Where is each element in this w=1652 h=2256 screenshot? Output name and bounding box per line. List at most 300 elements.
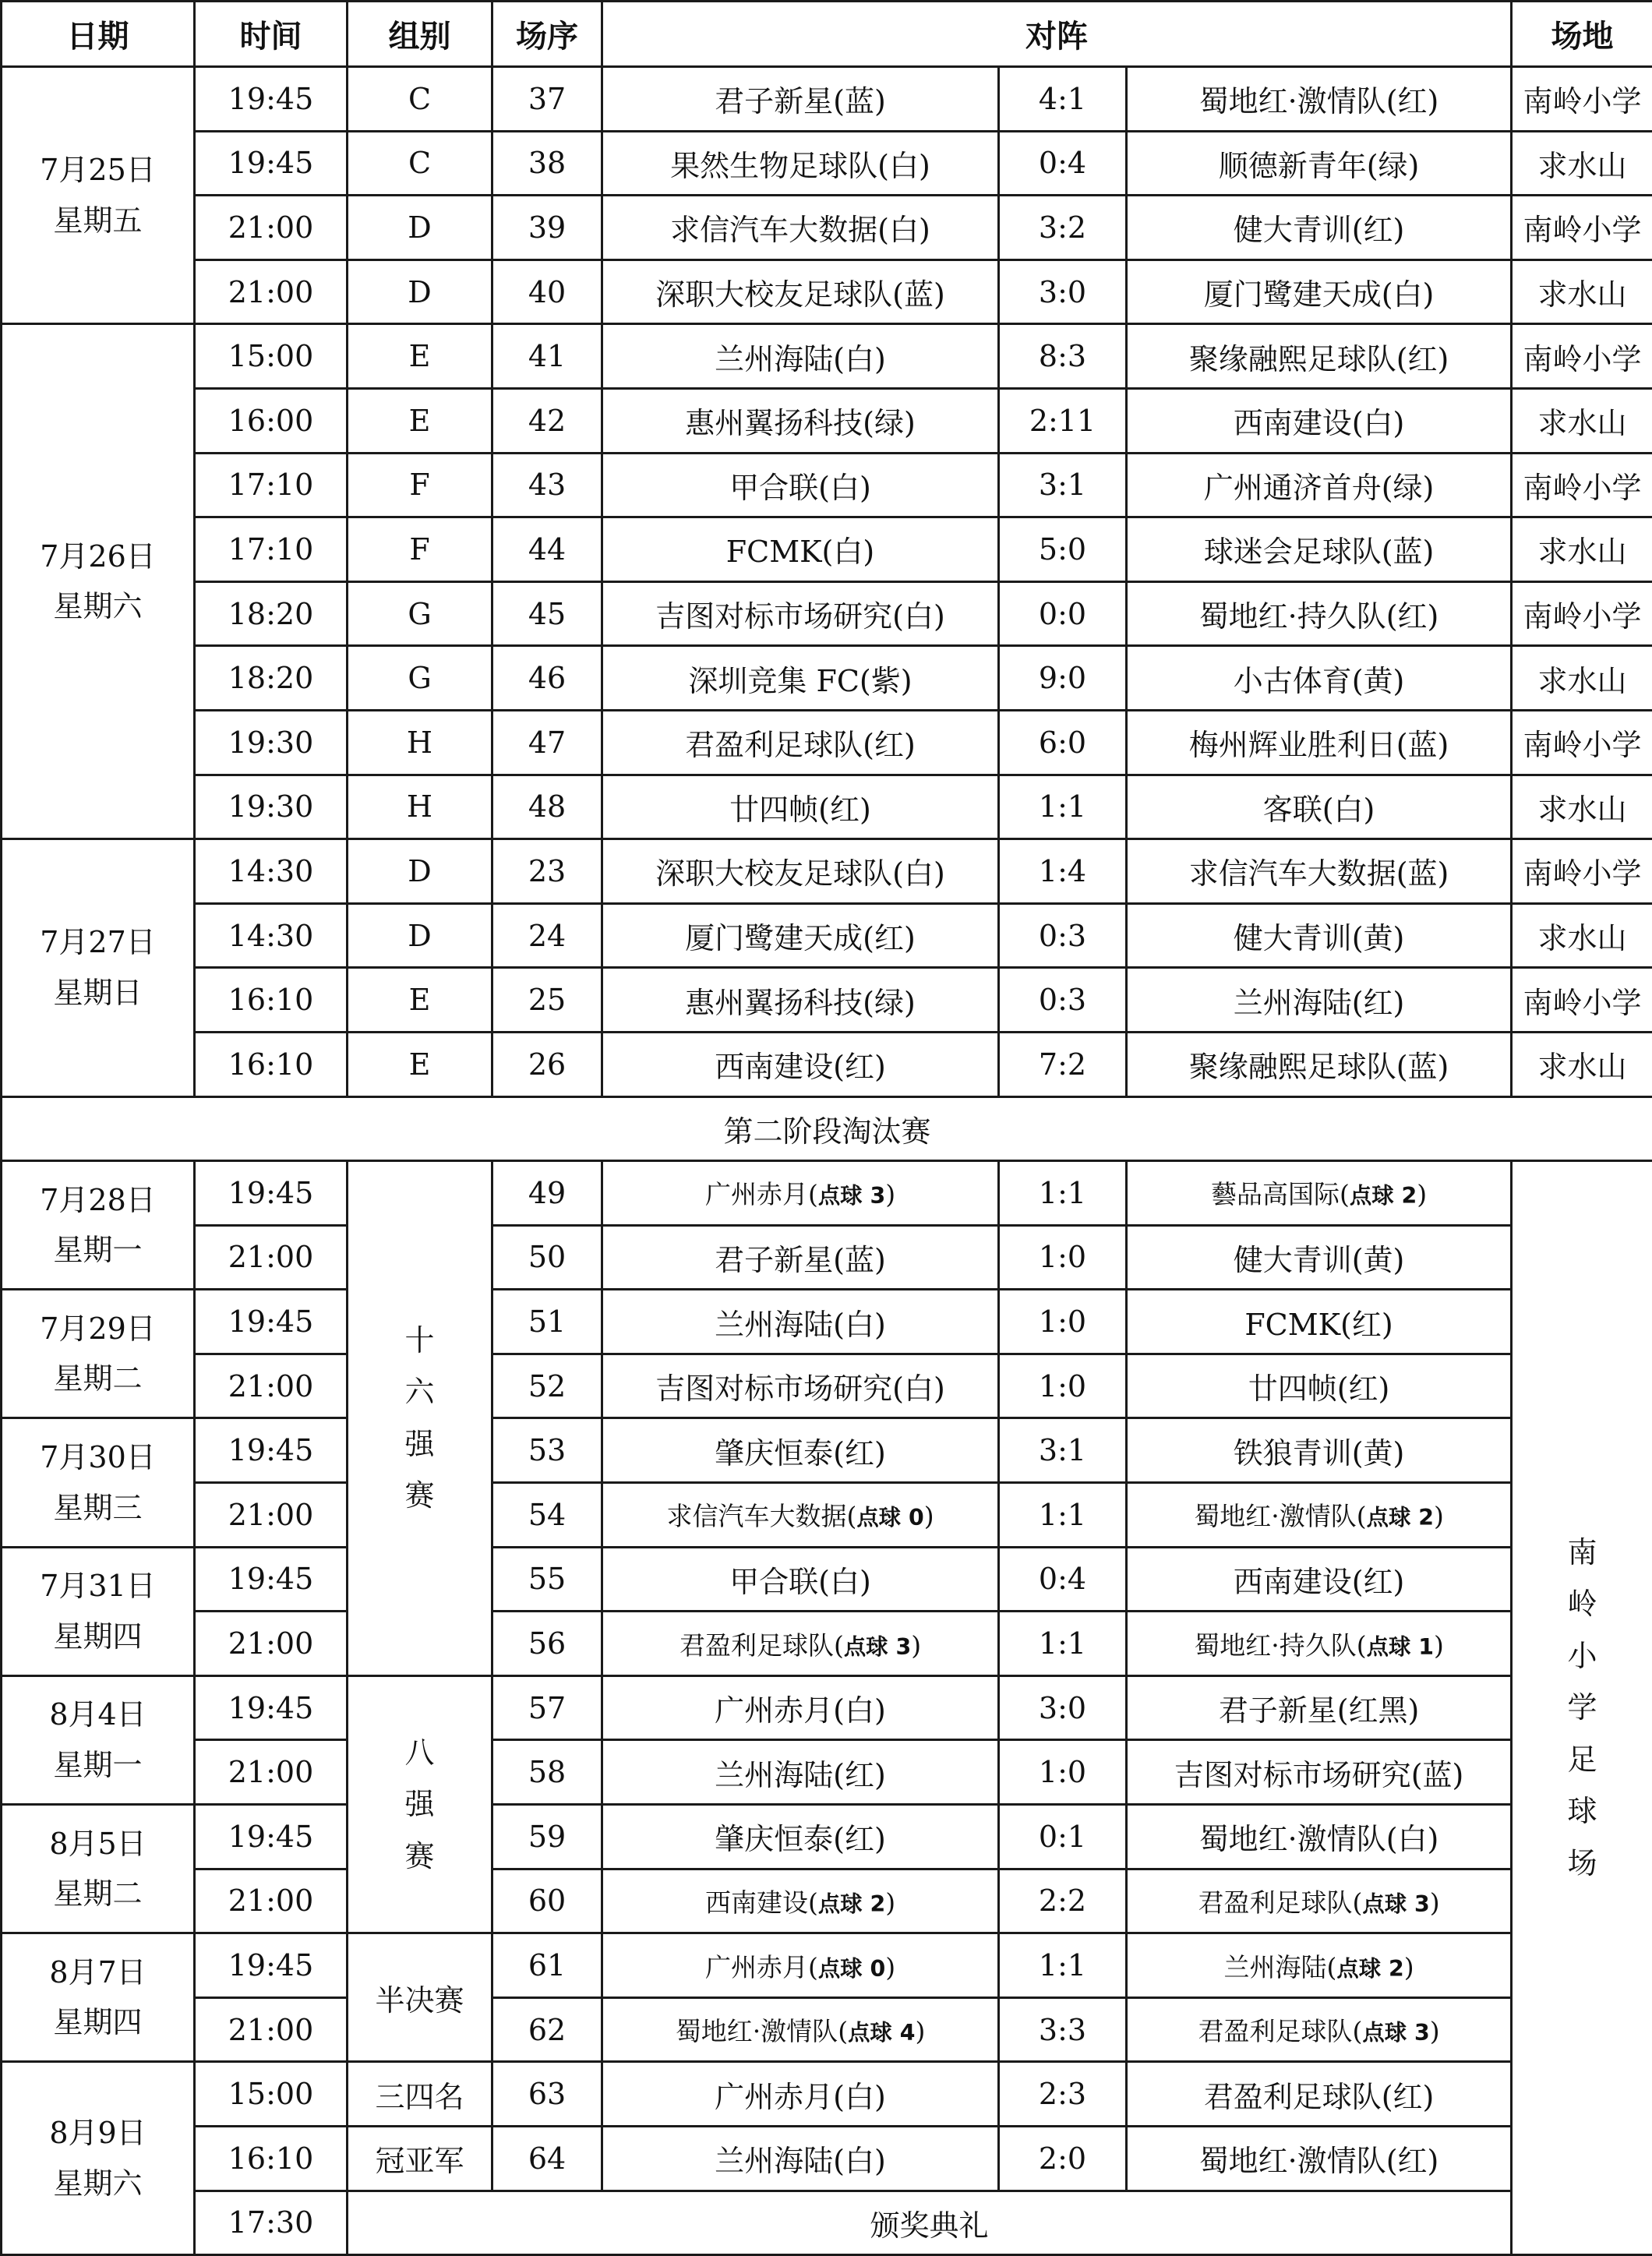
home-team-cell: 兰州海陆(白): [602, 324, 999, 389]
team-name: 蜀地红·持久队: [1194, 1630, 1357, 1661]
match-no-cell: 37: [492, 67, 602, 132]
home-team-cell: 厦门鹭建天成(红): [602, 903, 999, 968]
time-cell: 21:00: [195, 1225, 348, 1290]
score-cell: 1:0: [999, 1354, 1127, 1418]
home-team-cell: 求信汽车大数据(白): [602, 196, 999, 260]
home-team-cell: 甲合联(白): [602, 1547, 999, 1612]
score-cell: 5:0: [999, 517, 1127, 582]
date-text: 8月5日: [49, 1827, 146, 1861]
match-no-cell: 59: [492, 1805, 602, 1869]
away-team-cell: 厦门鹭建天成(白): [1127, 259, 1512, 324]
stage-label: 十六强赛: [404, 1315, 436, 1522]
away-team-cell: 蜀地红·激情队(白): [1127, 1805, 1512, 1869]
date-text: 7月25日: [40, 153, 156, 187]
away-team-cell: 君盈利足球队(点球 3): [1127, 1997, 1512, 2062]
match-no-cell: 47: [492, 710, 602, 775]
away-team-cell: 蜀地红·激情队(点球 2): [1127, 1483, 1512, 1548]
match-no-cell: 56: [492, 1612, 602, 1676]
time-cell: 14:30: [195, 903, 348, 968]
knockout-section-title: 第二阶段淘汰赛: [2, 1096, 1652, 1161]
score-cell: 2:2: [999, 1869, 1127, 1933]
away-team-cell: 吉图对标市场研究(蓝): [1127, 1740, 1512, 1805]
away-team-cell: 蜀地红·持久队(红): [1127, 581, 1512, 646]
header-date: 日期: [2, 2, 195, 67]
home-team-cell: 兰州海陆(白): [602, 1290, 999, 1354]
score-cell: 1:1: [999, 775, 1127, 839]
home-team-cell: 西南建设(红): [602, 1032, 999, 1096]
away-team-cell: 君盈利足球队(点球 3): [1127, 1869, 1512, 1933]
score-cell: 9:0: [999, 646, 1127, 711]
date-cell: [2, 1418, 195, 1547]
score-cell: 1:1: [999, 1612, 1127, 1676]
group-cell: D: [348, 196, 492, 260]
team-name: 君盈利足球队: [680, 1630, 834, 1661]
weekday-text: 星期四: [53, 2005, 142, 2039]
away-team-cell: 蜀地红·激情队(红): [1127, 67, 1512, 132]
date-cell: [2, 1805, 195, 1933]
weekday-text: 星期五: [53, 203, 142, 238]
time-cell: 19:45: [195, 1161, 348, 1226]
away-team-cell: 聚缘融熙足球队(红): [1127, 324, 1512, 389]
stage-cell-semifinal: 半决赛: [348, 1933, 492, 2062]
time-cell: 21:00: [195, 196, 348, 260]
ceremony-label: 颁奖典礼: [348, 2191, 1512, 2255]
home-team-cell: 求信汽车大数据(点球 0): [602, 1483, 999, 1548]
match-no-cell: 60: [492, 1869, 602, 1933]
time-cell: 14:30: [195, 839, 348, 904]
home-team-cell: 广州赤月(白): [602, 1675, 999, 1740]
match-no-cell: 63: [492, 2062, 602, 2127]
away-team-cell: 西南建设(白): [1127, 388, 1512, 453]
home-team-cell: 蜀地红·激情队(点球 4): [602, 1997, 999, 2062]
time-cell: 19:30: [195, 775, 348, 839]
time-cell: 21:00: [195, 1740, 348, 1805]
date-text: 8月9日: [49, 2116, 146, 2150]
weekday-text: 星期三: [53, 1491, 142, 1525]
time-cell: 19:45: [195, 1290, 348, 1354]
penalty-score: 点球 2: [818, 1891, 885, 1917]
time-cell: 21:00: [195, 1612, 348, 1676]
home-team-cell: 君盈利足球队(红): [602, 710, 999, 775]
away-team-cell: 君子新星(红黑): [1127, 1675, 1512, 1740]
match-row: [2, 2062, 1652, 2127]
home-team-cell: 肇庆恒泰(红): [602, 1805, 999, 1869]
match-row: [2, 131, 1652, 196]
team-name: 广州赤月: [705, 1952, 808, 1982]
match-row: [2, 775, 1652, 839]
match-row: [2, 1225, 1652, 1290]
team-name: 西南建设: [705, 1887, 808, 1918]
away-team-cell: 顺德新青年(绿): [1127, 131, 1512, 196]
match-no-cell: 48: [492, 775, 602, 839]
home-team-cell: 深圳竞集 FC(紫): [602, 646, 999, 711]
ceremony-row: [2, 2191, 1652, 2255]
time-cell: 19:45: [195, 1805, 348, 1869]
home-team-cell: 惠州翼扬科技(绿): [602, 968, 999, 1033]
match-row: [2, 646, 1652, 711]
group-cell: C: [348, 131, 492, 196]
match-row: [2, 1675, 1652, 1740]
away-team-cell: 求信汽车大数据(蓝): [1127, 839, 1512, 904]
home-team-cell: 深职大校友足球队(蓝): [602, 259, 999, 324]
home-team-cell: 廿四帧(红): [602, 775, 999, 839]
away-team-cell: FCMK(红): [1127, 1290, 1512, 1354]
match-row: [2, 1418, 1652, 1483]
score-cell: 3:1: [999, 453, 1127, 517]
weekday-text: 星期六: [53, 589, 142, 623]
date-cell: [2, 1547, 195, 1675]
away-team-cell: 兰州海陆(点球 2): [1127, 1933, 1512, 1998]
score-cell: 0:4: [999, 1547, 1127, 1612]
group-cell: F: [348, 453, 492, 517]
date-cell: [2, 2062, 195, 2255]
match-row: [2, 324, 1652, 389]
venue-cell: 求水山: [1512, 646, 1652, 711]
match-no-cell: 61: [492, 1933, 602, 1998]
date-cell: [2, 1161, 195, 1290]
venue-cell: 求水山: [1512, 259, 1652, 324]
date-text: 7月26日: [40, 539, 156, 574]
group-cell: E: [348, 968, 492, 1033]
venue-label: 南岭小学足球场: [1566, 1527, 1599, 1890]
match-no-cell: 54: [492, 1483, 602, 1548]
time-cell: 17:10: [195, 453, 348, 517]
time-cell: 19:45: [195, 1675, 348, 1740]
venue-cell-knockout: [1512, 1161, 1652, 2255]
away-team-cell: 兰州海陆(红): [1127, 968, 1512, 1033]
match-no-cell: 57: [492, 1675, 602, 1740]
match-row: [2, 1483, 1652, 1548]
away-team-cell: 铁狼青训(黄): [1127, 1418, 1512, 1483]
match-row: [2, 1869, 1652, 1933]
match-row: [2, 388, 1652, 453]
header-group: 组别: [348, 2, 492, 67]
score-cell: 3:0: [999, 1675, 1127, 1740]
match-row: [2, 1547, 1652, 1612]
score-cell: 1:0: [999, 1290, 1127, 1354]
time-cell: 17:30: [195, 2191, 348, 2255]
time-cell: 16:00: [195, 388, 348, 453]
match-row: [2, 1805, 1652, 1869]
match-no-cell: 64: [492, 2127, 602, 2191]
penalty-score: 点球 0: [818, 1956, 885, 1982]
match-row: [2, 2127, 1652, 2191]
time-cell: 21:00: [195, 1354, 348, 1418]
match-row: [2, 1933, 1652, 1998]
penalty-score: 点球 3: [818, 1183, 885, 1209]
away-team-cell: 西南建设(红): [1127, 1547, 1512, 1612]
match-no-cell: 50: [492, 1225, 602, 1290]
score-cell: 4:1: [999, 67, 1127, 132]
venue-cell: 南岭小学: [1512, 710, 1652, 775]
group-cell: F: [348, 517, 492, 582]
match-row: [2, 968, 1652, 1033]
away-team-cell: 健大青训(黄): [1127, 1225, 1512, 1290]
home-team-cell: 广州赤月(点球 0): [602, 1933, 999, 1998]
group-cell: G: [348, 646, 492, 711]
home-team-cell: 甲合联(白): [602, 453, 999, 517]
penalty-score: 点球 2: [1336, 1956, 1403, 1982]
time-cell: 18:20: [195, 581, 348, 646]
group-cell: H: [348, 710, 492, 775]
away-team-cell: 健大青训(黄): [1127, 903, 1512, 968]
match-no-cell: 55: [492, 1547, 602, 1612]
home-team-cell: 兰州海陆(白): [602, 2127, 999, 2191]
weekday-text: 星期一: [53, 1748, 142, 1782]
match-row: [2, 259, 1652, 324]
header-match-no: 场序: [492, 2, 602, 67]
weekday-text: 星期二: [53, 1876, 142, 1911]
match-row: [2, 1997, 1652, 2062]
match-row: [2, 453, 1652, 517]
score-cell: 1:1: [999, 1483, 1127, 1548]
score-cell: 2:0: [999, 2127, 1127, 2191]
away-team-cell: 健大青训(红): [1127, 196, 1512, 260]
team-name: 君盈利足球队: [1198, 2016, 1352, 2046]
date-text: 7月29日: [40, 1312, 156, 1346]
time-cell: 21:00: [195, 1483, 348, 1548]
home-team-cell: 西南建设(点球 2): [602, 1869, 999, 1933]
score-cell: 3:1: [999, 1418, 1127, 1483]
match-row: [2, 196, 1652, 260]
penalty-score: 点球 3: [844, 1634, 911, 1660]
score-cell: 0:4: [999, 131, 1127, 196]
stage-cell-third-place: 三四名: [348, 2062, 492, 2127]
score-cell: 8:3: [999, 324, 1127, 389]
venue-cell: 南岭小学: [1512, 453, 1652, 517]
away-team-cell: 球迷会足球队(蓝): [1127, 517, 1512, 582]
match-no-cell: 25: [492, 968, 602, 1033]
stage-cell-quarterfinal: [348, 1675, 492, 1933]
weekday-text: 星期四: [53, 1619, 142, 1654]
match-no-cell: 58: [492, 1740, 602, 1805]
team-name: 广州赤月: [705, 1179, 808, 1209]
time-cell: 19:45: [195, 1933, 348, 1998]
score-cell: 6:0: [999, 710, 1127, 775]
time-cell: 18:20: [195, 646, 348, 711]
venue-cell: 求水山: [1512, 388, 1652, 453]
team-name: 君盈利足球队: [1198, 1887, 1352, 1918]
venue-cell: 求水山: [1512, 517, 1652, 582]
match-row: [2, 710, 1652, 775]
score-cell: 1:1: [999, 1933, 1127, 1998]
home-team-cell: 肇庆恒泰(红): [602, 1418, 999, 1483]
away-team-cell: 藝品高国际(点球 2): [1127, 1161, 1512, 1226]
time-cell: 16:10: [195, 2127, 348, 2191]
match-row: [2, 1612, 1652, 1676]
penalty-score: 点球 3: [1362, 1891, 1429, 1917]
score-cell: 0:3: [999, 968, 1127, 1033]
match-no-cell: 53: [492, 1418, 602, 1483]
venue-cell: 求水山: [1512, 903, 1652, 968]
header-row: [2, 2, 1652, 67]
match-no-cell: 43: [492, 453, 602, 517]
match-row: [2, 903, 1652, 968]
penalty-score: 点球 1: [1367, 1634, 1434, 1660]
venue-cell: 求水山: [1512, 775, 1652, 839]
team-name: 蜀地红·激情队: [1194, 1501, 1357, 1531]
match-no-cell: 38: [492, 131, 602, 196]
home-team-cell: 君子新星(蓝): [602, 67, 999, 132]
date-text: 7月27日: [40, 925, 156, 959]
date-cell: [2, 324, 195, 839]
date-cell: [2, 1933, 195, 2062]
group-cell: H: [348, 775, 492, 839]
venue-cell: 南岭小学: [1512, 839, 1652, 904]
weekday-text: 星期六: [53, 2166, 142, 2201]
group-cell: E: [348, 1032, 492, 1096]
match-row: [2, 1032, 1652, 1096]
time-cell: 19:45: [195, 1418, 348, 1483]
penalty-score: 点球 4: [848, 2020, 915, 2046]
date-cell: [2, 839, 195, 1096]
match-no-cell: 23: [492, 839, 602, 904]
weekday-text: 星期一: [53, 1233, 142, 1267]
team-name: 蜀地红·激情队: [676, 2016, 838, 2046]
date-text: 8月7日: [49, 1955, 146, 1989]
penalty-score: 点球 3: [1362, 2020, 1429, 2046]
home-team-cell: 君盈利足球队(点球 3): [602, 1612, 999, 1676]
score-cell: 0:3: [999, 903, 1127, 968]
time-cell: 19:45: [195, 1547, 348, 1612]
score-cell: 2:11: [999, 388, 1127, 453]
score-cell: 0:1: [999, 1805, 1127, 1869]
score-cell: 1:1: [999, 1161, 1127, 1226]
match-no-cell: 41: [492, 324, 602, 389]
score-cell: 3:3: [999, 1997, 1127, 2062]
match-row: [2, 1740, 1652, 1805]
score-cell: 3:0: [999, 259, 1127, 324]
stage-cell-final: 冠亚军: [348, 2127, 492, 2191]
match-no-cell: 46: [492, 646, 602, 711]
penalty-score: 点球 2: [1350, 1183, 1417, 1209]
time-cell: 19:45: [195, 67, 348, 132]
time-cell: 21:00: [195, 1869, 348, 1933]
score-cell: 2:3: [999, 2062, 1127, 2127]
home-team-cell: 深职大校友足球队(白): [602, 839, 999, 904]
time-cell: 21:00: [195, 259, 348, 324]
match-row: [2, 517, 1652, 582]
date-text: 8月4日: [49, 1697, 146, 1732]
date-cell: [2, 1675, 195, 1804]
home-team-cell: 果然生物足球队(白): [602, 131, 999, 196]
score-cell: 3:2: [999, 196, 1127, 260]
home-team-cell: FCMK(白): [602, 517, 999, 582]
group-cell: D: [348, 839, 492, 904]
group-cell: G: [348, 581, 492, 646]
time-cell: 19:45: [195, 131, 348, 196]
date-text: 7月31日: [40, 1569, 156, 1603]
team-name: 藝品高国际: [1211, 1179, 1340, 1209]
match-no-cell: 24: [492, 903, 602, 968]
date-text: 7月30日: [40, 1440, 156, 1474]
away-team-cell: 蜀地红·激情队(红): [1127, 2127, 1512, 2191]
header-matchup: 对阵: [602, 2, 1512, 67]
score-cell: 1:4: [999, 839, 1127, 904]
away-team-cell: 蜀地红·持久队(点球 1): [1127, 1612, 1512, 1676]
venue-cell: 求水山: [1512, 1032, 1652, 1096]
match-row: [2, 1290, 1652, 1354]
time-cell: 19:30: [195, 710, 348, 775]
match-row: [2, 581, 1652, 646]
team-name: 兰州海陆: [1223, 1952, 1326, 1982]
weekday-text: 星期二: [53, 1361, 142, 1396]
time-cell: 15:00: [195, 324, 348, 389]
away-team-cell: 君盈利足球队(红): [1127, 2062, 1512, 2127]
score-cell: 1:0: [999, 1225, 1127, 1290]
time-cell: 21:00: [195, 1997, 348, 2062]
away-team-cell: 客联(白): [1127, 775, 1512, 839]
penalty-score: 点球 2: [1367, 1505, 1434, 1530]
date-text: 7月28日: [40, 1183, 156, 1217]
match-row: [2, 67, 1652, 132]
group-cell: E: [348, 388, 492, 453]
home-team-cell: 广州赤月(白): [602, 2062, 999, 2127]
match-no-cell: 44: [492, 517, 602, 582]
away-team-cell: 廿四帧(红): [1127, 1354, 1512, 1418]
header-time: 时间: [195, 2, 348, 67]
away-team-cell: 小古体育(黄): [1127, 646, 1512, 711]
section-header-row: [2, 1096, 1652, 1161]
score-cell: 7:2: [999, 1032, 1127, 1096]
away-team-cell: 聚缘融熙足球队(蓝): [1127, 1032, 1512, 1096]
stage-cell-round-of-16: [348, 1161, 492, 1676]
home-team-cell: 君子新星(蓝): [602, 1225, 999, 1290]
venue-cell: 求水山: [1512, 131, 1652, 196]
time-cell: 16:10: [195, 1032, 348, 1096]
match-no-cell: 51: [492, 1290, 602, 1354]
match-no-cell: 40: [492, 259, 602, 324]
home-team-cell: 惠州翼扬科技(绿): [602, 388, 999, 453]
time-cell: 17:10: [195, 517, 348, 582]
match-no-cell: 42: [492, 388, 602, 453]
score-cell: 0:0: [999, 581, 1127, 646]
date-cell: [2, 1290, 195, 1418]
home-team-cell: 广州赤月(点球 3): [602, 1161, 999, 1226]
away-team-cell: 广州通济首舟(绿): [1127, 453, 1512, 517]
penalty-score: 点球 0: [856, 1505, 923, 1530]
match-no-cell: 52: [492, 1354, 602, 1418]
match-row: [2, 839, 1652, 904]
header-venue: 场地: [1512, 2, 1652, 67]
group-cell: E: [348, 324, 492, 389]
venue-cell: 南岭小学: [1512, 324, 1652, 389]
match-no-cell: 45: [492, 581, 602, 646]
match-row: [2, 1161, 1652, 1226]
home-team-cell: 兰州海陆(红): [602, 1740, 999, 1805]
time-cell: 15:00: [195, 2062, 348, 2127]
match-no-cell: 26: [492, 1032, 602, 1096]
time-cell: 16:10: [195, 968, 348, 1033]
home-team-cell: 吉图对标市场研究(白): [602, 581, 999, 646]
group-cell: C: [348, 67, 492, 132]
group-cell: D: [348, 903, 492, 968]
weekday-text: 星期日: [53, 976, 142, 1010]
venue-cell: 南岭小学: [1512, 67, 1652, 132]
venue-cell: 南岭小学: [1512, 581, 1652, 646]
team-name: 求信汽车大数据: [666, 1501, 846, 1531]
stage-label: 八强赛: [404, 1727, 436, 1883]
match-no-cell: 49: [492, 1161, 602, 1226]
group-cell: D: [348, 259, 492, 324]
date-cell: [2, 67, 195, 324]
match-no-cell: 62: [492, 1997, 602, 2062]
match-no-cell: 39: [492, 196, 602, 260]
away-team-cell: 梅州辉业胜利日(蓝): [1127, 710, 1512, 775]
venue-cell: 南岭小学: [1512, 968, 1652, 1033]
score-cell: 1:0: [999, 1740, 1127, 1805]
match-row: [2, 1354, 1652, 1418]
